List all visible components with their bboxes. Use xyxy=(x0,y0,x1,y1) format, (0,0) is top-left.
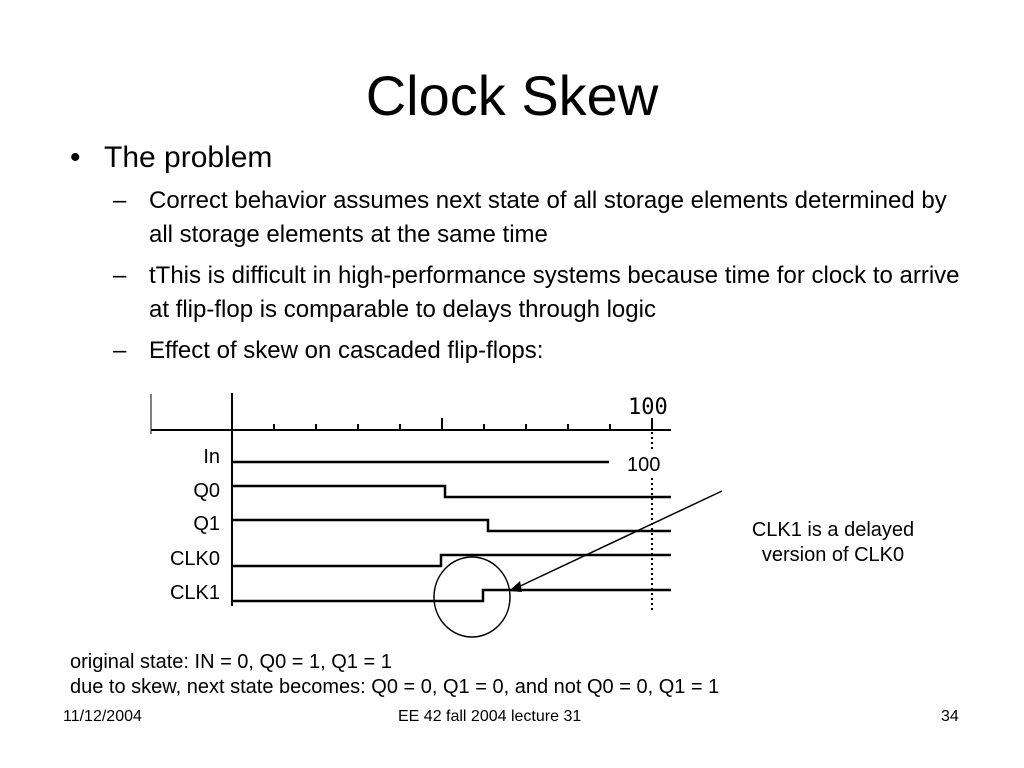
arrow-line xyxy=(516,491,722,588)
footer-page-number: 34 xyxy=(941,708,959,725)
diagram-note: CLK1 is a delayed version of CLK0 xyxy=(751,519,915,566)
sub-bullet-text: Correct behavior assumes next state of all storage elements determined by all storage elements at the same time xyxy=(149,187,947,248)
signal-label-q1: Q1 xyxy=(193,513,220,535)
signal-label-q0: Q0 xyxy=(193,480,220,502)
footer-course: EE 42 fall 2004 lecture 31 xyxy=(398,708,582,725)
sub-bullet-dash: – xyxy=(113,337,127,364)
signal-label-in: In xyxy=(203,446,220,468)
signal-label-clk0: CLK0 xyxy=(169,548,220,570)
sub-bullet-text: tThis is difficult in high-performance systems because time for clock to arrive at flip-flop is comparable to delays through logic xyxy=(149,262,960,323)
bullet-dot: • xyxy=(70,141,81,174)
main-bullet-text: The problem xyxy=(104,141,273,174)
signal-label-clk1: CLK1 xyxy=(169,582,220,604)
marker-label: 100 xyxy=(627,454,661,476)
sub-bullet-dash: – xyxy=(113,187,127,214)
axis-tick-label: 100 xyxy=(628,395,668,420)
waveform-q1 xyxy=(232,520,671,531)
axis-ticks xyxy=(232,418,652,430)
footer-date: 11/12/2004 xyxy=(63,708,142,725)
sub-bullet-dash: – xyxy=(113,262,127,289)
waveform-q0 xyxy=(232,486,671,497)
slide-title: Clock Skew xyxy=(365,64,659,127)
original-state-text: original state: IN = 0, Q0 = 1, Q1 = 1 xyxy=(70,651,392,673)
sub-bullet-text: Effect of skew on cascaded flip-flops: xyxy=(149,337,544,364)
arrow-head-icon xyxy=(509,581,522,592)
skew-state-text: due to skew, next state becomes: Q0 = 0, Q1 = 0, and not Q0 = 0, Q1 = 1 xyxy=(70,676,720,698)
waveform-clk0 xyxy=(232,555,671,566)
highlight-circle xyxy=(434,557,510,637)
waveform-clk1 xyxy=(232,590,671,601)
